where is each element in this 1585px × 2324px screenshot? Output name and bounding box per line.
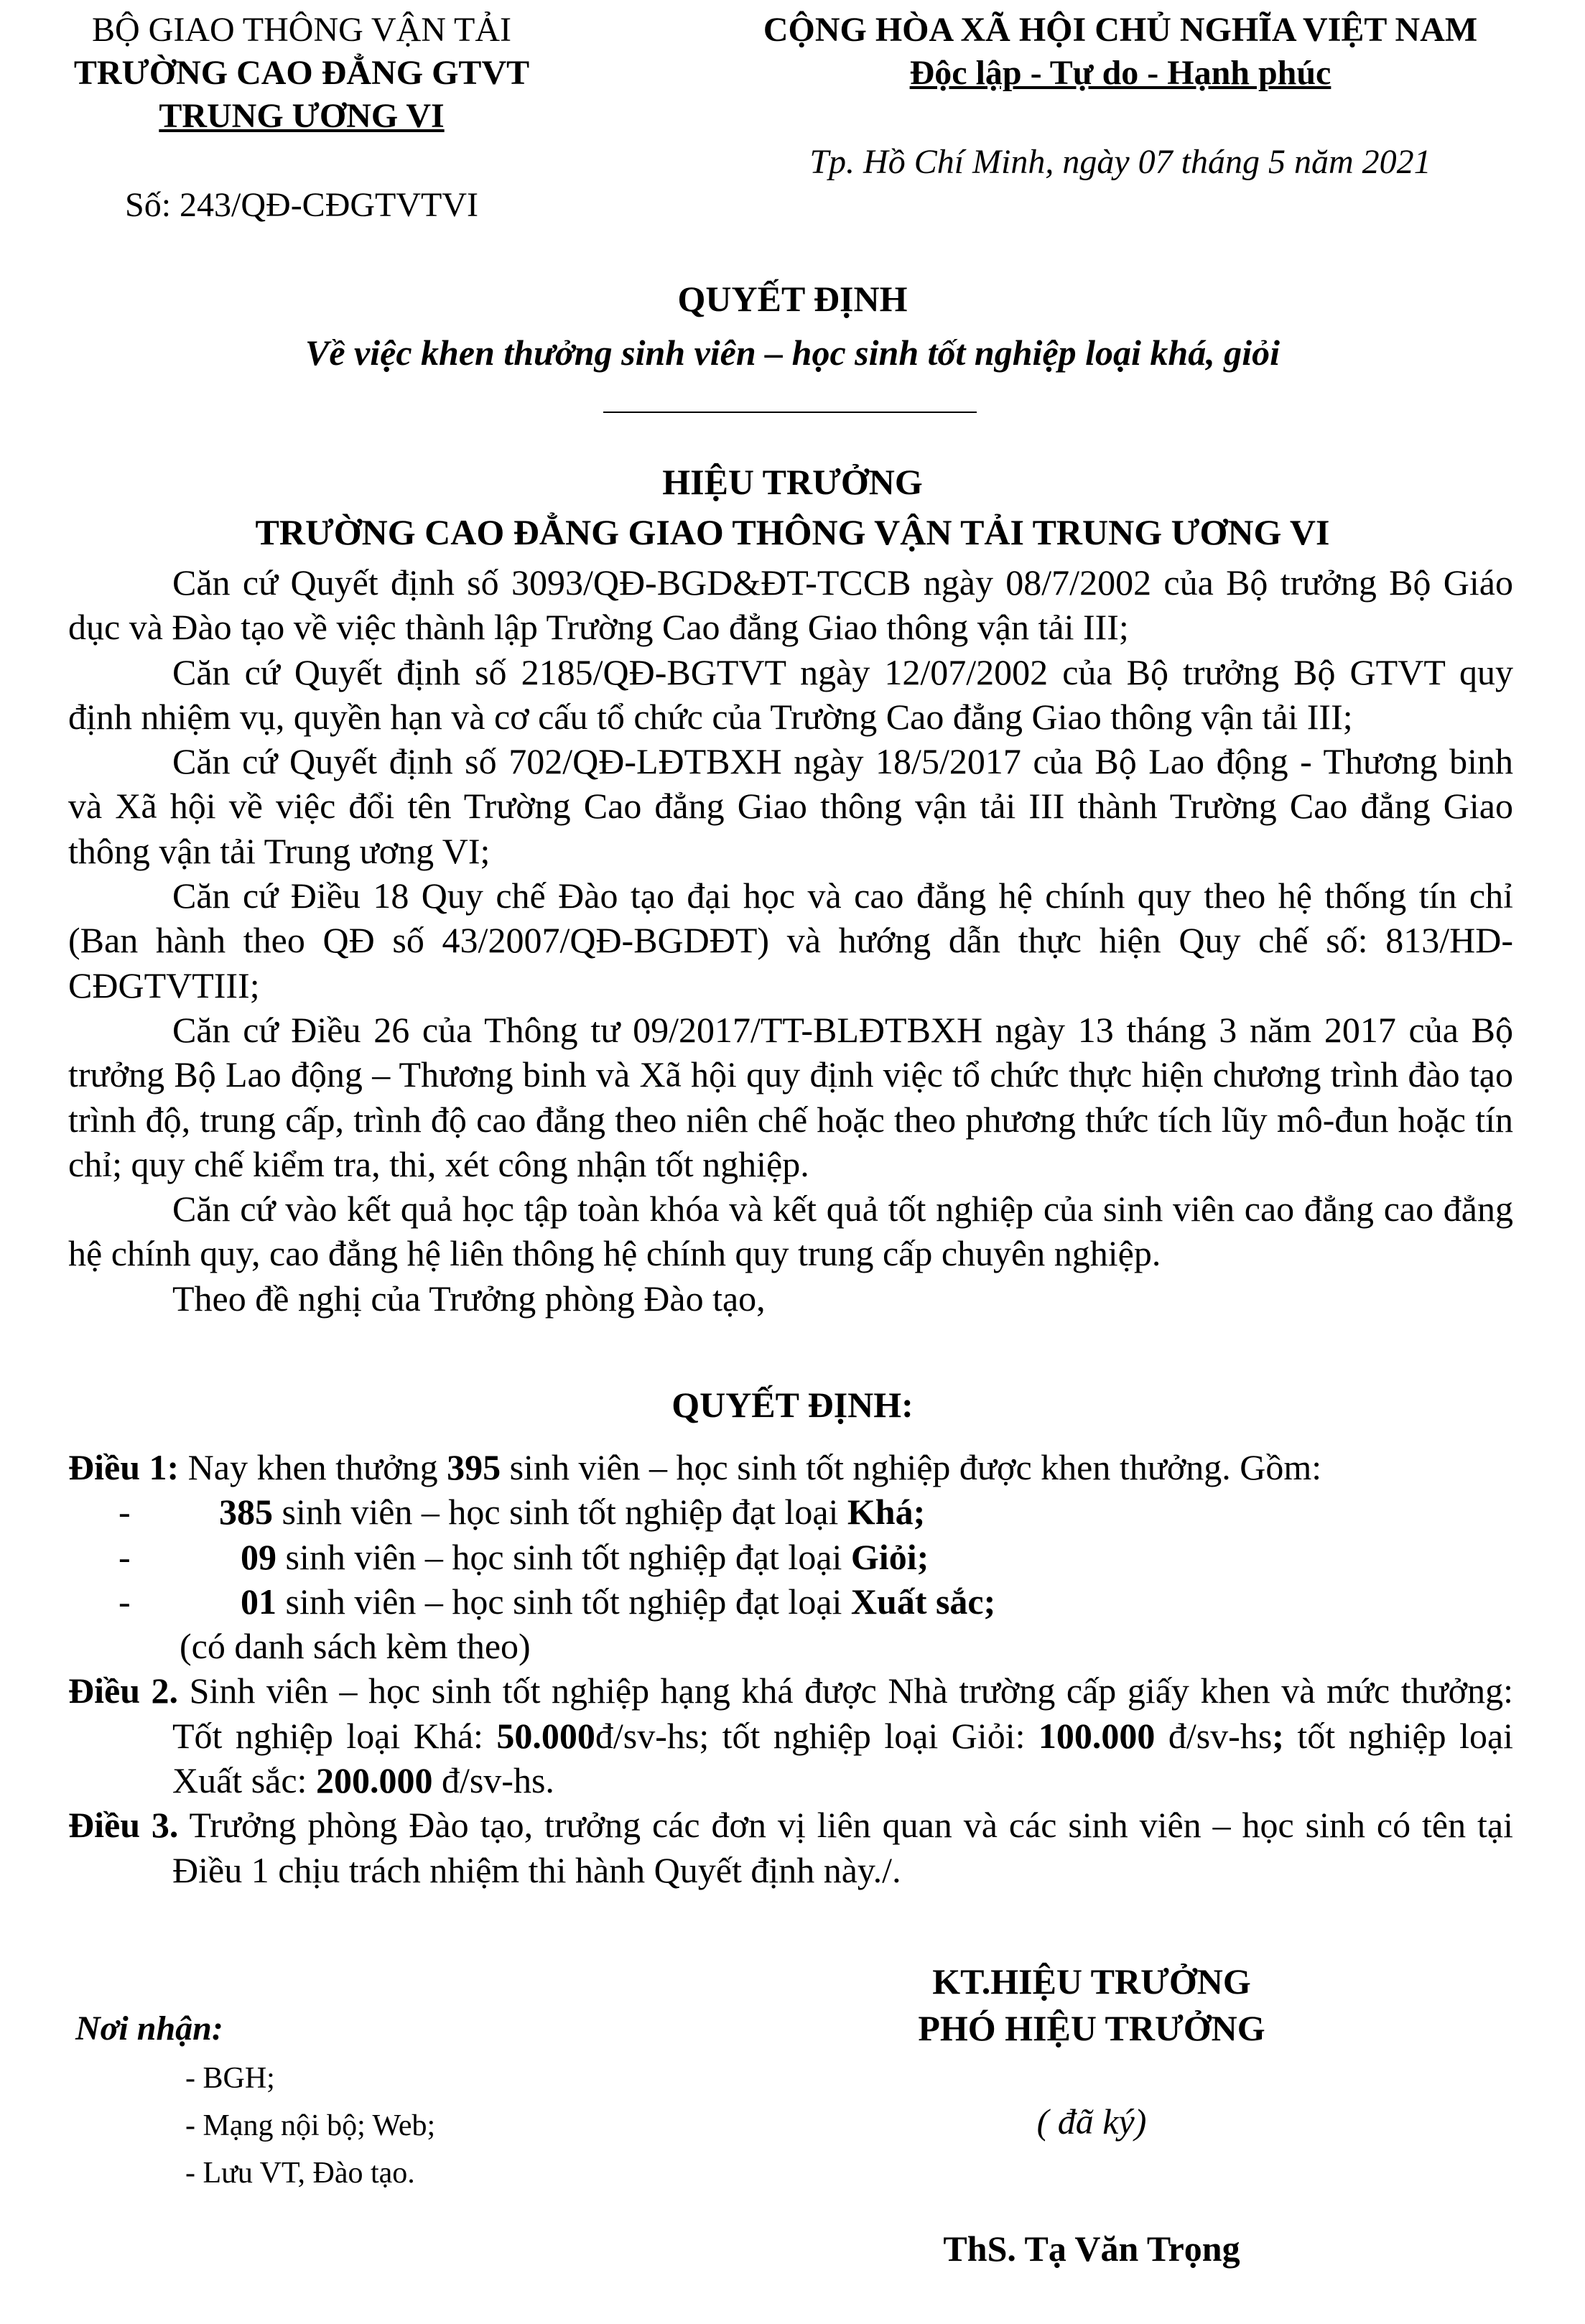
header-left	[43, 9, 560, 227]
signature-position: PHÓ HIỆU TRƯỞNG	[918, 2008, 1265, 2048]
article-2-text: đ/sv-hs	[1168, 1715, 1273, 1756]
decision-heading: QUYẾT ĐỊNH:	[671, 1385, 914, 1425]
article-1-text: Nay khen thưởng	[187, 1447, 438, 1487]
document-number: Số: 243/QĐ-CĐGTVTVI	[125, 186, 478, 224]
article-3-label: Điều 3.	[68, 1805, 179, 1846]
item-text: sinh viên – học sinh tốt nghiệp đạt loại	[285, 1581, 842, 1622]
article-2-text: đ/sv-hs.	[441, 1760, 554, 1801]
school-name: TRƯỜNG CAO ĐẲNG GTVT	[73, 54, 530, 92]
item-count: 385	[219, 1492, 273, 1533]
basis-paragraph: Căn cứ Điều 26 của Thông tư 09/2017/TT-BLĐTBXH ngày 13 tháng 3 năm 2017 của Bộ trưởng Bộ Lao động – Thương binh và Xã hội quy định việc tổ chức thực hiện chương trình đào tạo trình độ, trung cấp, trình độ cao đẳng theo niên chế hoặc theo phương thức tích lũy mô-đun hoặc tín chỉ; quy chế kiểm tra, thi, xét công nhận tốt nghiệp.	[68, 1009, 1513, 1184]
article-1-total: 395	[447, 1447, 501, 1487]
article-1-item	[68, 1535, 1513, 1579]
article-3	[68, 1803, 1513, 1892]
school-name-line2: TRUNG ƯƠNG VI	[159, 97, 445, 135]
basis-paragraph: Căn cứ vào kết quả học tập toàn khóa và kết quả tốt nghiệp của sinh viên cao đẳng cao đẳng hệ chính quy, cao đẳng hệ liên thông hệ chính quy trung cấp chuyên nghiệp.	[68, 1189, 1513, 1274]
article-1-text: sinh viên – học sinh tốt nghiệp được khen thưởng. Gồm:	[509, 1447, 1322, 1487]
item-grade: Khá;	[847, 1492, 926, 1533]
article-2-text: ;	[1272, 1715, 1284, 1756]
recipient-item: - Lưu VT, Đào tạo.	[185, 2157, 415, 2190]
basis-paragraph: Căn cứ Quyết định số 3093/QĐ-BGD&ĐT-TCCB ngày 08/7/2002 của Bộ trưởng Bộ Giáo dục và Đào tạo về việc thành lập Trường Cao đẳng Giao thông vận tải III;	[68, 562, 1513, 648]
item-text: sinh viên – học sinh tốt nghiệp đạt loại	[282, 1492, 839, 1533]
reward-amount: 200.000	[315, 1760, 433, 1801]
article-1-note: (có danh sách kèm theo)	[180, 1626, 531, 1667]
item-grade: Giỏi;	[850, 1536, 929, 1577]
item-grade: Xuất sắc;	[850, 1581, 996, 1622]
header-right	[711, 9, 1530, 184]
basis-paragraph: Căn cứ Quyết định số 702/QĐ-LĐTBXH ngày 18/5/2017 của Bộ Lao động - Thương binh và Xã hội về việc đổi tên Trường Cao đẳng Giao thông vận tải III thành Trường Cao đẳng Giao thông vận tải Trung ương VI;	[68, 741, 1513, 871]
article-1-item	[68, 1489, 1513, 1534]
signer-name: ThS. Tạ Văn Trọng	[943, 2228, 1240, 2269]
country-name: CỘNG HÒA XÃ HỘI CHỦ NGHĨA VIỆT NAM	[763, 11, 1478, 49]
article-2	[68, 1668, 1513, 1803]
article-2-text: đ/sv-hs; tốt nghiệp loại Giỏi:	[595, 1715, 1026, 1756]
document-title: QUYẾT ĐỊNH	[677, 279, 908, 319]
ministry-name: BỘ GIAO THÔNG VẬN TẢI	[92, 11, 511, 49]
place-date: Tp. Hồ Chí Minh, ngày 07 tháng 5 năm 2021	[809, 143, 1431, 181]
basis-paragraph: Căn cứ Điều 18 Quy chế Đào tạo đại học và cao đẳng hệ chính quy theo hệ thống tín chỉ (Ban hành theo QĐ số 43/2007/QĐ-BGDĐT) và hướng dẫn thực hiện Quy chế số: 813/HD-CĐGTVTIII;	[68, 875, 1513, 1005]
authority-school: TRƯỜNG CAO ĐẲNG GIAO THÔNG VẬN TẢI TRUNG ƯƠNG VI	[255, 512, 1330, 552]
article-1-label: Điều 1:	[68, 1447, 180, 1487]
basis-paragraph: Căn cứ Quyết định số 2185/QĐ-BGTVT ngày 12/07/2002 của Bộ trưởng Bộ GTVT quy định nhiệm vụ, quyền hạn và cơ cấu tổ chức của Trường Cao đẳng Giao thông vận tải III;	[68, 651, 1513, 737]
item-count: 09	[241, 1536, 276, 1577]
national-motto: Độc lập - Tự do - Hạnh phúc	[909, 54, 1331, 92]
authority-title: HIỆU TRƯỞNG	[662, 462, 923, 502]
list-dash: -	[118, 1492, 131, 1533]
signed-note: ( đã ký)	[1036, 2101, 1147, 2142]
article-2-text: tốt nghiệp loại Xuất sắc:	[172, 1715, 1514, 1801]
list-dash: -	[118, 1581, 131, 1622]
recipients-label: Nơi nhận:	[75, 2009, 223, 2048]
signature-title: KT.HIỆU TRƯỞNG	[932, 1961, 1251, 2002]
document-subject: Về việc khen thưởng sinh viên – học sinh tốt nghiệp loại khá, giỏi	[305, 333, 1280, 373]
article-1-item	[68, 1579, 1513, 1624]
article-2-text: Sinh viên – học sinh tốt nghiệp hạng khá được Nhà trường cấp giấy khen và mức thưởng: Tốt nghiệp loại Khá:	[172, 1670, 1514, 1756]
title-divider	[603, 412, 977, 413]
article-2-label: Điều 2.	[68, 1670, 179, 1711]
recipient-item: - Mạng nội bộ; Web;	[185, 2109, 436, 2142]
article-3-text: Trưởng phòng Đào tạo, trưởng các đơn vị liên quan và các sinh viên – học sinh có tên tại Điều 1 chịu trách nhiệm thi hành Quyết định này./.	[172, 1805, 1514, 1890]
articles	[68, 1445, 1513, 1892]
item-count: 01	[241, 1581, 276, 1622]
list-dash: -	[118, 1536, 131, 1577]
item-text: sinh viên – học sinh tốt nghiệp đạt loại	[285, 1536, 842, 1577]
basis-paragraph: Theo đề nghị của Trưởng phòng Đào tạo,	[172, 1278, 766, 1319]
reward-amount: 50.000	[496, 1715, 595, 1756]
article-1	[68, 1445, 1513, 1489]
legal-bases	[68, 560, 1513, 1321]
recipient-item: - BGH;	[185, 2062, 275, 2095]
recipients-list	[185, 2060, 435, 2192]
reward-amount: 100.000	[1038, 1715, 1156, 1756]
